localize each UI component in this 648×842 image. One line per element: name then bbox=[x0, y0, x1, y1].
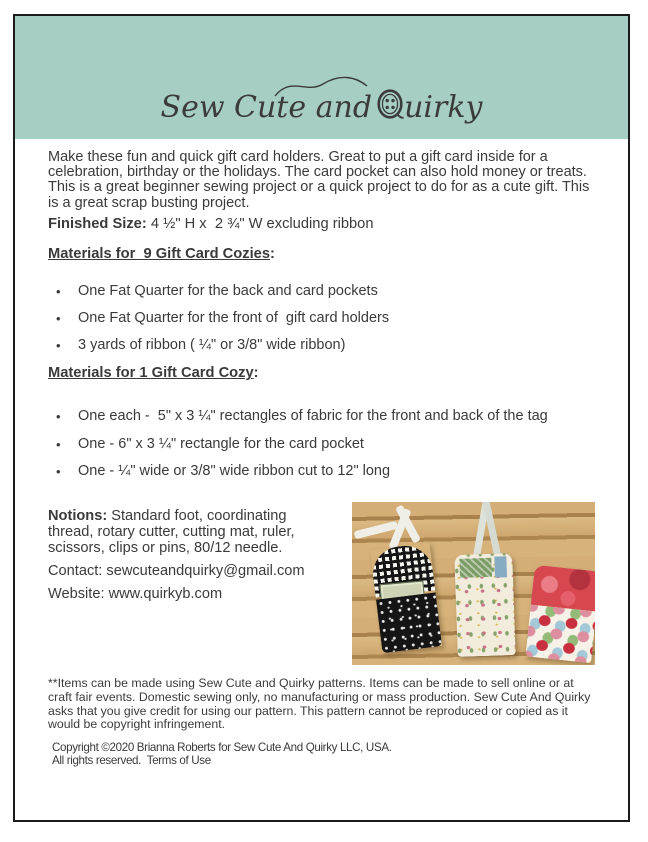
tag-pocket bbox=[376, 592, 442, 653]
button-icon bbox=[377, 89, 404, 126]
notions-label: Notions: bbox=[48, 508, 108, 525]
notions-paragraph: Notions: Standard foot, coordinating thread, rotary cutter, cutting mat, ruler, scissors, clips or pins, 80/12 needle. bbox=[48, 508, 295, 557]
finished-size-label: Finished Size: bbox=[48, 215, 147, 232]
materials-9-list bbox=[48, 284, 595, 354]
contact-line: Contact: sewcuteandquirky@gmail.com bbox=[48, 563, 305, 580]
list-item: • 3 yards of ribbon ( ¼" or 3/8" wide ribbon) bbox=[48, 338, 595, 353]
tucked-card bbox=[459, 558, 492, 578]
gift-tag-red bbox=[525, 565, 595, 663]
content-area bbox=[15, 150, 628, 768]
list-item: • One Fat Quarter for the back and card pockets bbox=[48, 284, 595, 299]
finished-size-value: 4 ½" H x 2 ¾" W excluding ribbon bbox=[146, 215, 374, 232]
list-item: • One each - 5" x 3 ¼" rectangles of fabric for the front and back of the tag bbox=[48, 409, 595, 424]
disclaimer-paragraph: **Items can be made using Sew Cute and Quirky patterns. Items can be made to sell online or at craft fair events. Domestic sewing only, no manufacturing or mass production. Sew Cute And Quirky asks that you give credit for using our pattern. This pattern cannot be reproduced or copied as it would be copyright infringement. bbox=[48, 676, 591, 732]
materials-1-heading: Materials for 1 Gift Card Cozy: bbox=[48, 365, 259, 382]
product-photo bbox=[352, 502, 595, 665]
materials-1-list bbox=[48, 409, 595, 479]
website-line: Website: www.quirkyb.com bbox=[48, 586, 223, 603]
gift-tag-black bbox=[370, 543, 442, 654]
finished-size-line bbox=[48, 216, 595, 232]
list-item: • One Fat Quarter for the front of gift card holders bbox=[48, 311, 595, 326]
intro-paragraph: Make these fun and quick gift card holders. Great to put a gift card inside for a celebration, birthday or the holidays. The card pocket can also hold money or treats. This is a great beginner sewing project or a quick project to do for as a cute gift. This is a great scrap busting project. bbox=[48, 149, 590, 211]
list-item: • One - ¼" wide or 3/8" wide ribbon cut to 12" long bbox=[48, 464, 595, 479]
tag-top-fabric bbox=[531, 565, 595, 612]
copyright-line-1: Copyright ©2020 Brianna Roberts for Sew Cute And Quirky LLC, USA. bbox=[52, 741, 392, 755]
list-item: • One - 6" x 3 ¼" rectangle for the card pocket bbox=[48, 437, 595, 452]
copyright-block bbox=[52, 741, 595, 767]
notions-photo-row bbox=[48, 502, 595, 665]
page-border bbox=[13, 14, 630, 822]
materials-9-heading: Materials for 9 Gift Card Cozies: bbox=[48, 245, 275, 262]
brand-logo bbox=[161, 89, 483, 126]
tag-pocket bbox=[525, 605, 595, 664]
logo-text-left: Sew Cute and bbox=[160, 89, 373, 125]
banner bbox=[15, 16, 628, 139]
tucked-card bbox=[494, 556, 507, 577]
gift-tag-floral bbox=[454, 553, 516, 657]
copyright-line-2: All rights reserved. Terms of Use bbox=[52, 754, 211, 768]
notions-column bbox=[48, 502, 352, 665]
logo-text-right: uirky bbox=[404, 89, 483, 125]
